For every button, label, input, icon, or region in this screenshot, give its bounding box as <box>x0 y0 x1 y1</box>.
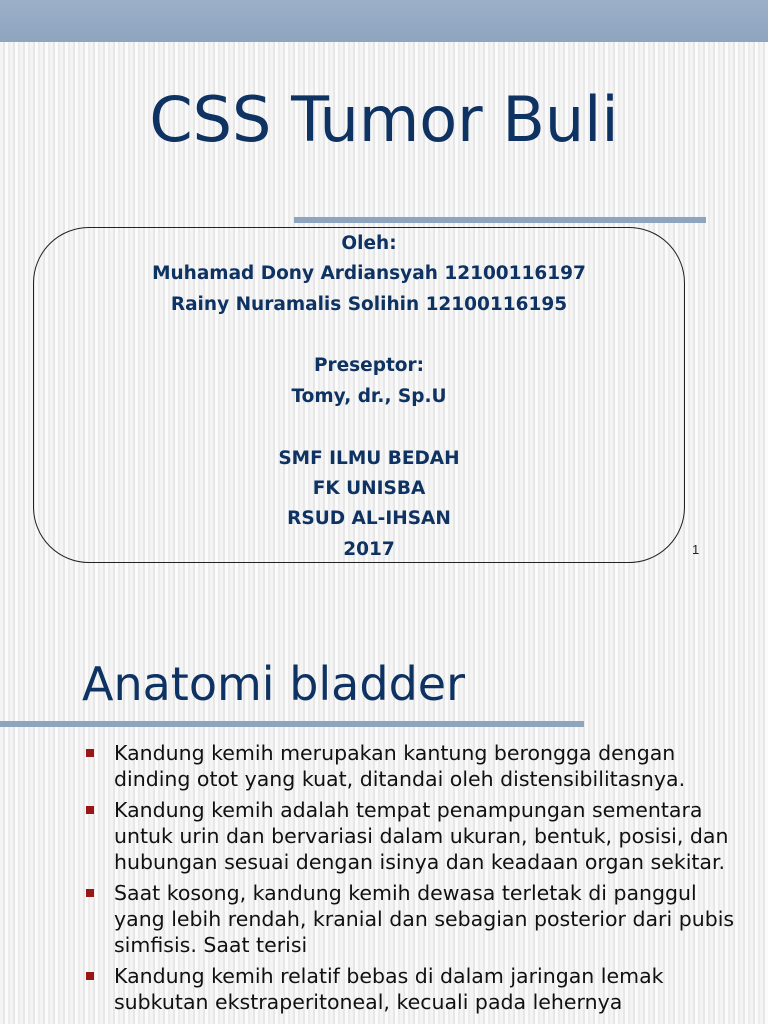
slide-2 <box>0 576 768 1024</box>
slide-title: Anatomi bladder <box>82 657 465 711</box>
bullet-text: Kandung kemih merupakan kantung berongga dengan dinding otot yang kuat, ditandai oleh distensibilitasnya. <box>114 741 686 791</box>
page-number: 1 <box>692 542 700 557</box>
list-item <box>84 797 744 875</box>
preceptor-name: Tomy, dr., Sp.U <box>291 386 447 407</box>
square-bullet-icon <box>86 806 94 814</box>
bullet-text: Kandung kemih adalah tempat penampungan sementara untuk urin dan bervariasi dalam ukuran, bentuk, posisi, dan hubungan sesuai dengan isinya dan keadaan organ sekitar. <box>114 798 729 874</box>
faculty: FK UNISBA <box>312 478 426 499</box>
title-underline <box>294 217 706 223</box>
department: SMF ILMU BEDAH <box>278 448 460 469</box>
square-bullet-icon <box>86 889 94 897</box>
square-bullet-icon <box>86 972 94 980</box>
author-label: Oleh: <box>341 233 397 254</box>
slide-title: CSS Tumor Buli <box>149 83 619 156</box>
author-name-2: Rainy Nuramalis Solihin 12100116195 <box>170 294 568 315</box>
author-name-1: Muhamad Dony Ardiansyah 12100116197 <box>152 263 586 284</box>
list-item <box>84 740 744 792</box>
bullet-text: Kandung kemih relatif bebas di dalam jaringan lemak subkutan ekstraperitoneal, kecuali pada lehernya <box>114 964 664 1014</box>
slide-header-band <box>0 0 768 42</box>
list-item <box>84 880 744 958</box>
hospital: RSUD AL-IHSAN <box>287 508 451 529</box>
title-underline <box>0 721 584 727</box>
preceptor-label: Preseptor: <box>313 355 425 376</box>
square-bullet-icon <box>86 749 94 757</box>
list-item <box>84 963 744 1015</box>
year: 2017 <box>343 539 395 560</box>
bullet-text: Saat kosong, kandung kemih dewasa terletak di panggul yang lebih rendah, kranial dan sebagian posterior dari pubis simfisis. Saat terisi <box>114 881 735 957</box>
bullet-list <box>84 740 744 1020</box>
